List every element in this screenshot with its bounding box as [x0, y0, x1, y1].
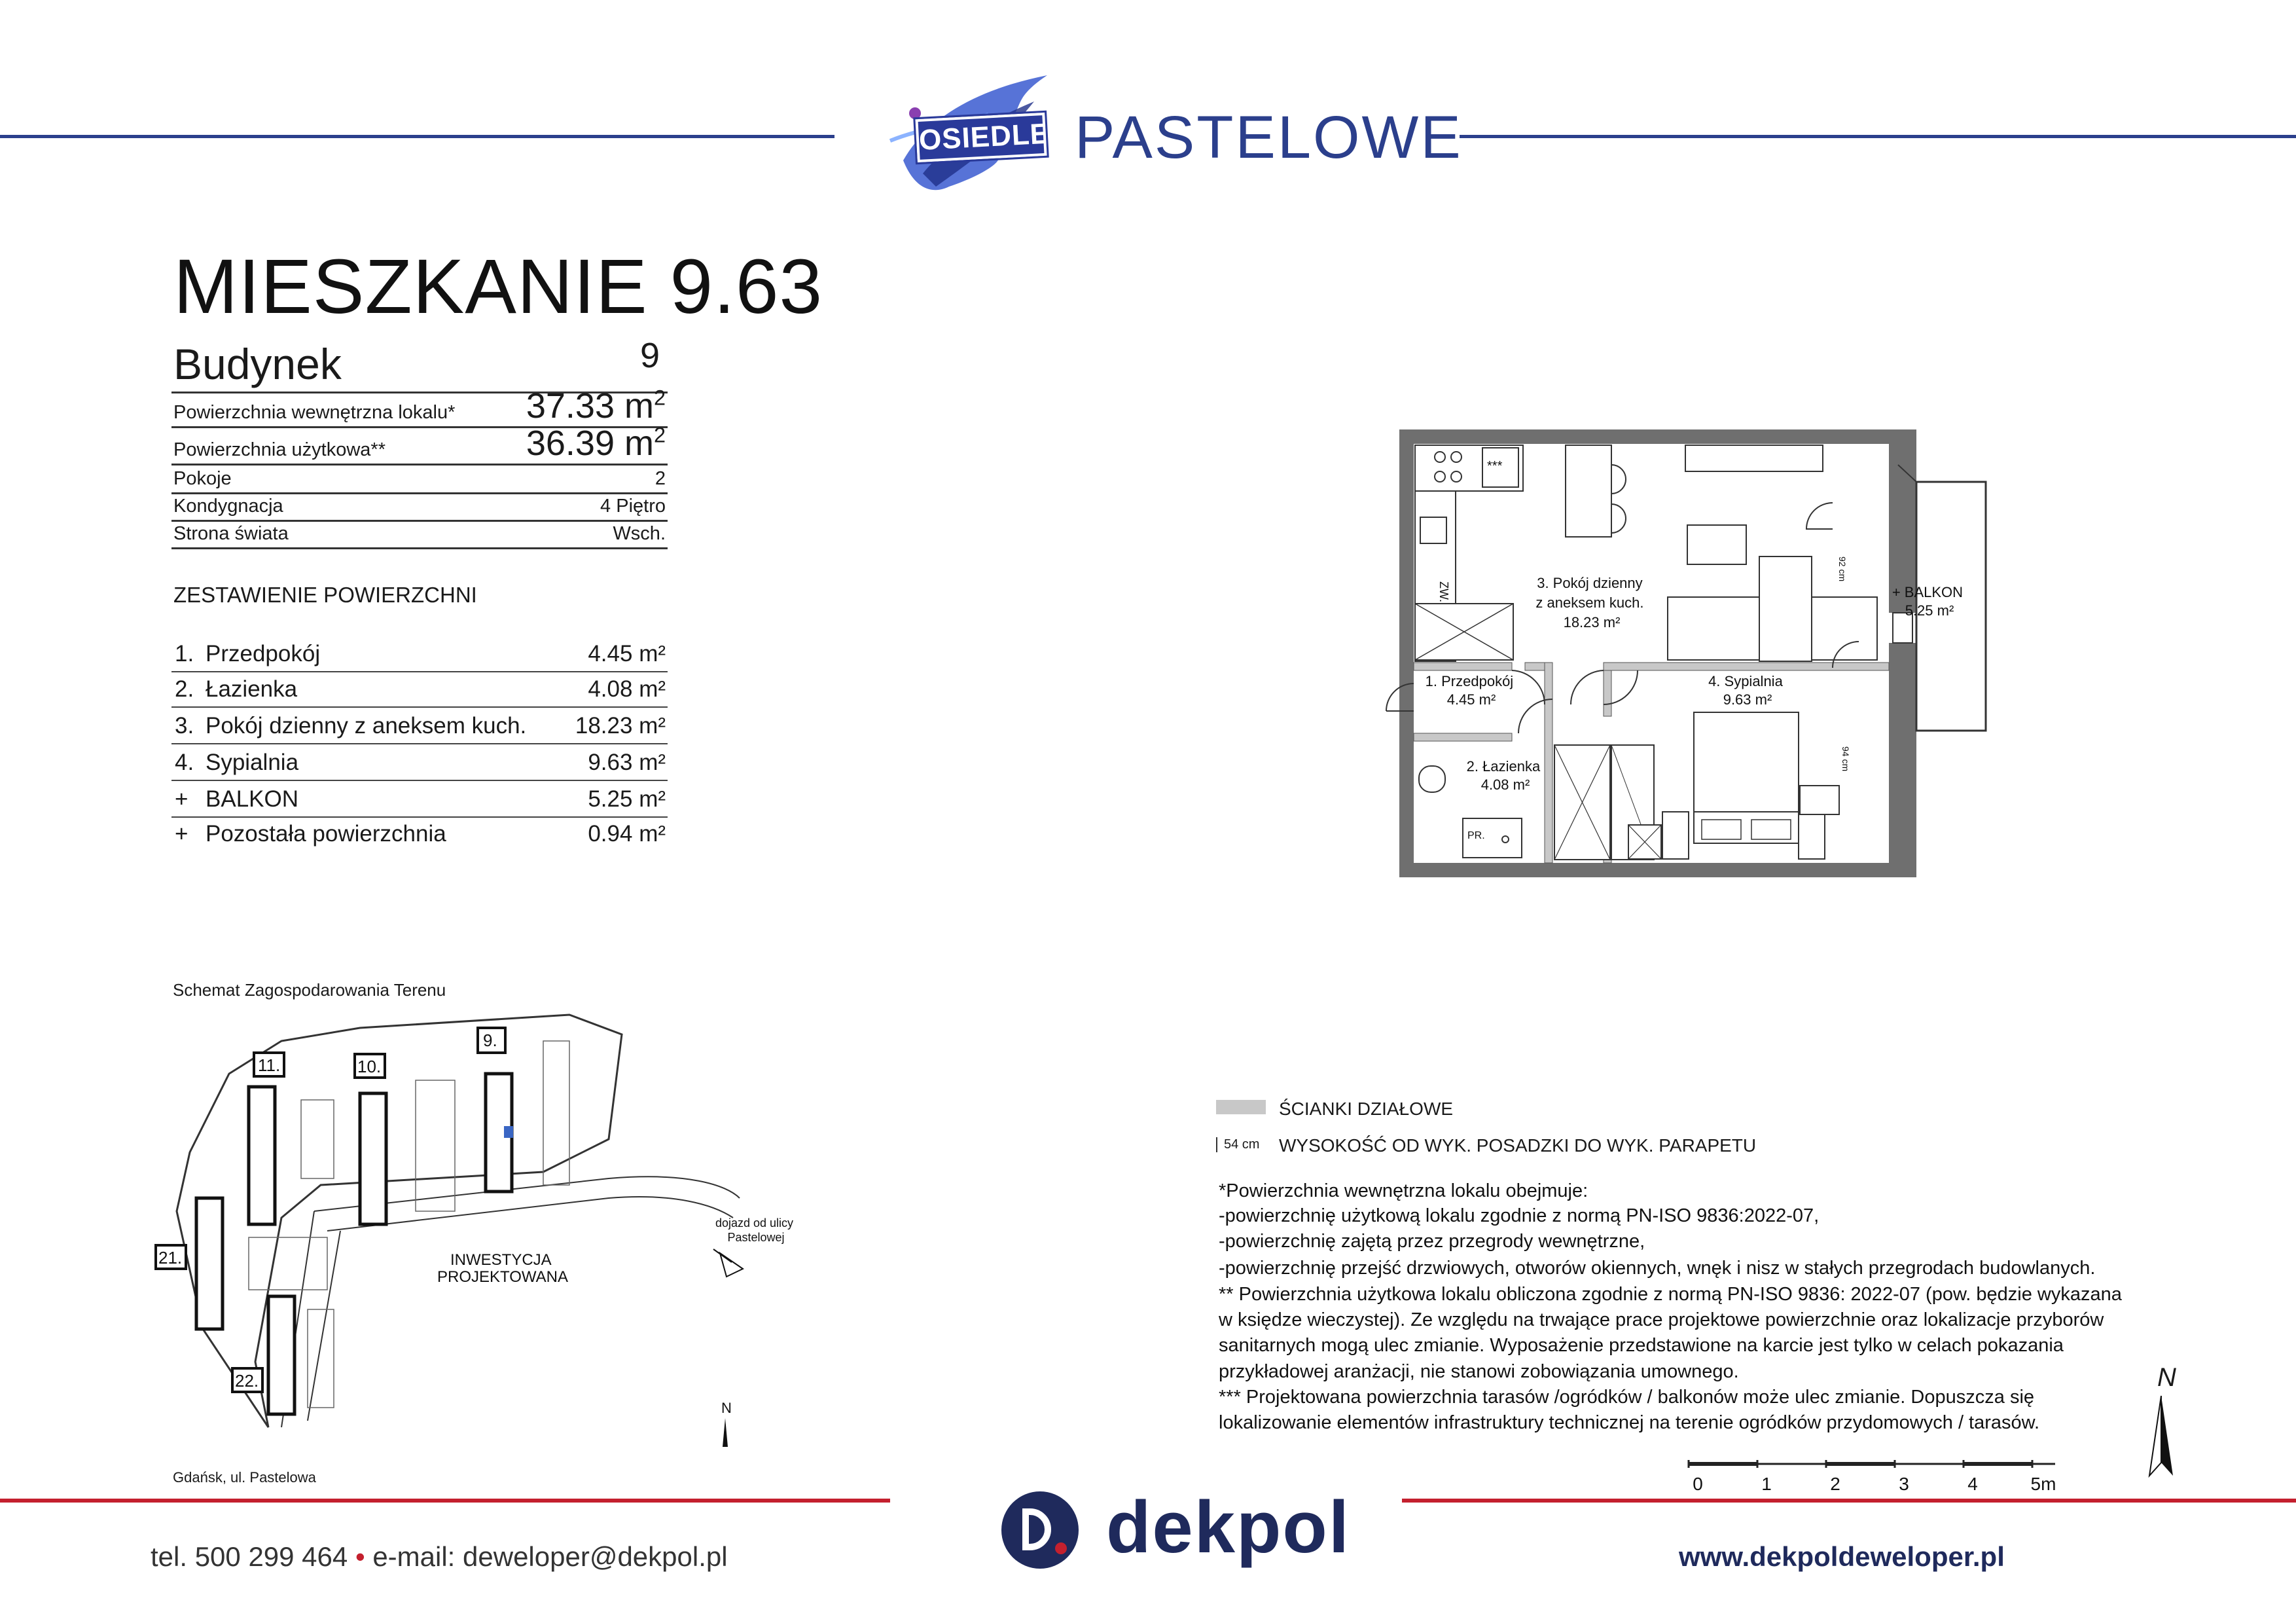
dekpol-logo-mark [1001, 1491, 1079, 1569]
site-plan [151, 1002, 818, 1453]
dekpol-logo-letter [1022, 1508, 1051, 1550]
note-line-5: ** Powierzchnia użytkowa lokalu obliczona zgodnie z normą PN-ISO 9836: 2022-07 (pow. będzie wykazana [1219, 1284, 2122, 1305]
site-north-label: N [721, 1400, 732, 1416]
header-rule-right [1460, 135, 2296, 138]
summary-row-2: 2. Łazienka 4.08 m² [171, 671, 668, 708]
scale-tick-5: 5m [2030, 1474, 2056, 1494]
balcony-label: + BALKON 5.25 m² [1892, 584, 1964, 619]
summary-row-6: + Pozostała powierzchnia 0.94 m² [175, 821, 666, 847]
note-line-1: *Powierzchnia wewnętrzna lokalu obejmuje: [1219, 1180, 1588, 1201]
scale-tick-2: 2 [1830, 1474, 1840, 1494]
note-line-3: -powierzchnię zajętą przez przegrody wewnętrzne, [1219, 1231, 1645, 1252]
north-letter: N [2157, 1363, 2176, 1392]
summary-row-4: 4. Sypialnia 9.63 m² [171, 744, 668, 781]
scale-bar [1682, 1355, 2068, 1499]
legend-partition-text: ŚCIANKI DZIAŁOWE [1279, 1099, 1454, 1119]
detail-row-orientation [171, 520, 668, 549]
apartment-title: MIESZKANIE 9.63 [173, 244, 823, 330]
footer-email: e-mail: deweloper@dekpol.pl [372, 1541, 728, 1572]
building-10 [360, 1093, 386, 1224]
detail-label: Kondygnacja [173, 496, 283, 517]
room3-label: 3. Pokój dzienny z aneksem kuch. 18.23 m² [1535, 575, 1644, 630]
room2-label: 2. Łazienka 4.08 m² [1466, 758, 1541, 793]
site-location: Gdańsk, ul. Pastelowa [173, 1469, 316, 1486]
partition-horizontal [1414, 663, 1512, 670]
outer-wall-bottom [1399, 863, 1916, 877]
summary-row-1: 1. Przedpokój 4.45 m² [171, 636, 668, 672]
highlighted-unit [504, 1126, 513, 1138]
pr-label: PR. [1467, 830, 1485, 841]
floor-plan [1374, 419, 2003, 877]
investment-label: INWESTYCJA PROJEKTOWANA [437, 1251, 569, 1286]
note-line-7: sanitarnych mogą ulec zmianie. Wyposażenie przedstawione na karcie jest tylko w celach pokazania [1219, 1335, 2064, 1356]
legend-sill-sample: 54 cm [1216, 1137, 1259, 1152]
scale-tick-3: 3 [1899, 1474, 1909, 1494]
footer-website[interactable]: www.dekpoldeweloper.pl [1679, 1541, 2005, 1572]
footer-dot: • [355, 1541, 365, 1572]
note-line-4: -powierzchnię przejść drzwiowych, otworów okiennych, wnęk i nisz w stałych przegrodach budowlanych. [1219, 1258, 2096, 1279]
detail-row-usable-area [171, 423, 668, 465]
footer-rule-left [0, 1499, 890, 1503]
summary-row-3: 3. Pokój dzienny z aneksem kuch. 18.23 m² [171, 708, 668, 744]
building-21 [196, 1198, 223, 1329]
dekpol-logo-dot [1055, 1542, 1067, 1554]
summary-heading: ZESTAWIENIE POWIERZCHNI [173, 583, 477, 607]
partition-horizontal-2 [1525, 663, 1545, 670]
partition-hall [1414, 733, 1512, 741]
note-line-9: *** Projektowana powierzchnia tarasów /ogródków / balkonów może ulec zmianie. Dopuszcza się [1219, 1387, 2035, 1408]
building-label-22: 22. [235, 1371, 259, 1391]
access-label: dojazd od ulicy Pastelowej [715, 1216, 794, 1244]
building-11 [249, 1087, 275, 1224]
detail-value: Wsch. [613, 523, 666, 544]
logo-pastelowe: PASTELOWE [1075, 104, 1463, 171]
detail-label: Pokoje [173, 468, 232, 489]
building-label-10: 10. [357, 1057, 382, 1076]
room4-label: 4. Sypialnia 9.63 m² [1708, 673, 1783, 708]
detail-value: 36.39 $m^2$ [526, 423, 666, 463]
detail-value: 2 [655, 468, 666, 489]
building-label-21: 21. [158, 1248, 183, 1267]
sill-label-1: 92 cm [1837, 556, 1848, 582]
dekpol-brand: dekpol [1106, 1486, 1350, 1568]
zw-label: ZW. [1437, 581, 1450, 602]
detail-row-rooms [171, 464, 668, 494]
detail-value: 4 Piętro [600, 496, 666, 517]
sill-label-2: 94 cm [1840, 746, 1851, 772]
building-label-9: 9. [483, 1030, 497, 1050]
footer-phone: tel. 500 299 464 [151, 1541, 348, 1572]
building-22 [268, 1296, 295, 1414]
site-north-arrow [723, 1418, 728, 1447]
header-rule-left [0, 135, 834, 138]
kitchen-island [1566, 445, 1611, 537]
detail-value: 37.33 $m^2$ [526, 386, 666, 426]
summary-row-5: + BALKON 5.25 m² [171, 781, 668, 818]
detail-label: Powierzchnia wewnętrzna lokalu* [173, 402, 456, 423]
detail-row-floor [171, 492, 668, 522]
building-value: 9 [639, 336, 660, 375]
logo-osiedle-text: OSIEDLE [918, 117, 1051, 156]
partition-vertical-bed [1604, 670, 1611, 716]
footer-contact [151, 1541, 728, 1573]
table [1687, 525, 1746, 564]
scale-tick-1: 1 [1761, 1474, 1772, 1494]
footer-rule-right [1402, 1499, 2296, 1503]
scale-tick-4: 4 [1967, 1474, 1978, 1494]
site-plan-heading: Schemat Zagospodarowania Terenu [173, 980, 446, 1000]
legend-sill-text: WYSOKOŚĆ OD WYK. POSADZKI DO WYK. PARAPETU [1279, 1135, 1757, 1156]
logo-osiedle-badge [915, 113, 1051, 162]
scale-tick-0: 0 [1693, 1474, 1703, 1494]
legend-partition-swatch [1216, 1100, 1266, 1114]
room1-label: 1. Przedpokój 4.45 m² [1425, 673, 1514, 708]
note-line-10: lokalizowanie elementów infrastruktury technicznej na terenie ogródków przydomowych / tarasów. [1219, 1412, 2040, 1433]
shelf [1685, 445, 1823, 471]
note-line-6: w księdze wieczystej). Ze względu na trwające prace projektowe powierzchnie oraz lokalizacje przyborów [1219, 1309, 2104, 1330]
toilet [1419, 766, 1445, 792]
stars-label: *** [1487, 459, 1503, 473]
north-arrow [2142, 1395, 2181, 1480]
detail-label: Strona świata [173, 523, 289, 544]
building-label: Budynek [173, 340, 342, 388]
partition-horizontal-3 [1604, 663, 1889, 670]
note-line-8: przykładowej aranżacji, nie stanowi zobowiązania umownego. [1219, 1361, 1739, 1382]
outer-wall-right-lower [1889, 643, 1916, 877]
partition-vertical-bath [1545, 663, 1552, 863]
building-label-11: 11. [258, 1055, 281, 1075]
wall-notch [1903, 429, 1916, 462]
detail-label: Powierzchnia użytkowa** [173, 439, 386, 460]
note-line-2: -powierzchnię użytkową lokalu zgodnie z normą PN-ISO 9836:2022-07, [1219, 1205, 1820, 1226]
